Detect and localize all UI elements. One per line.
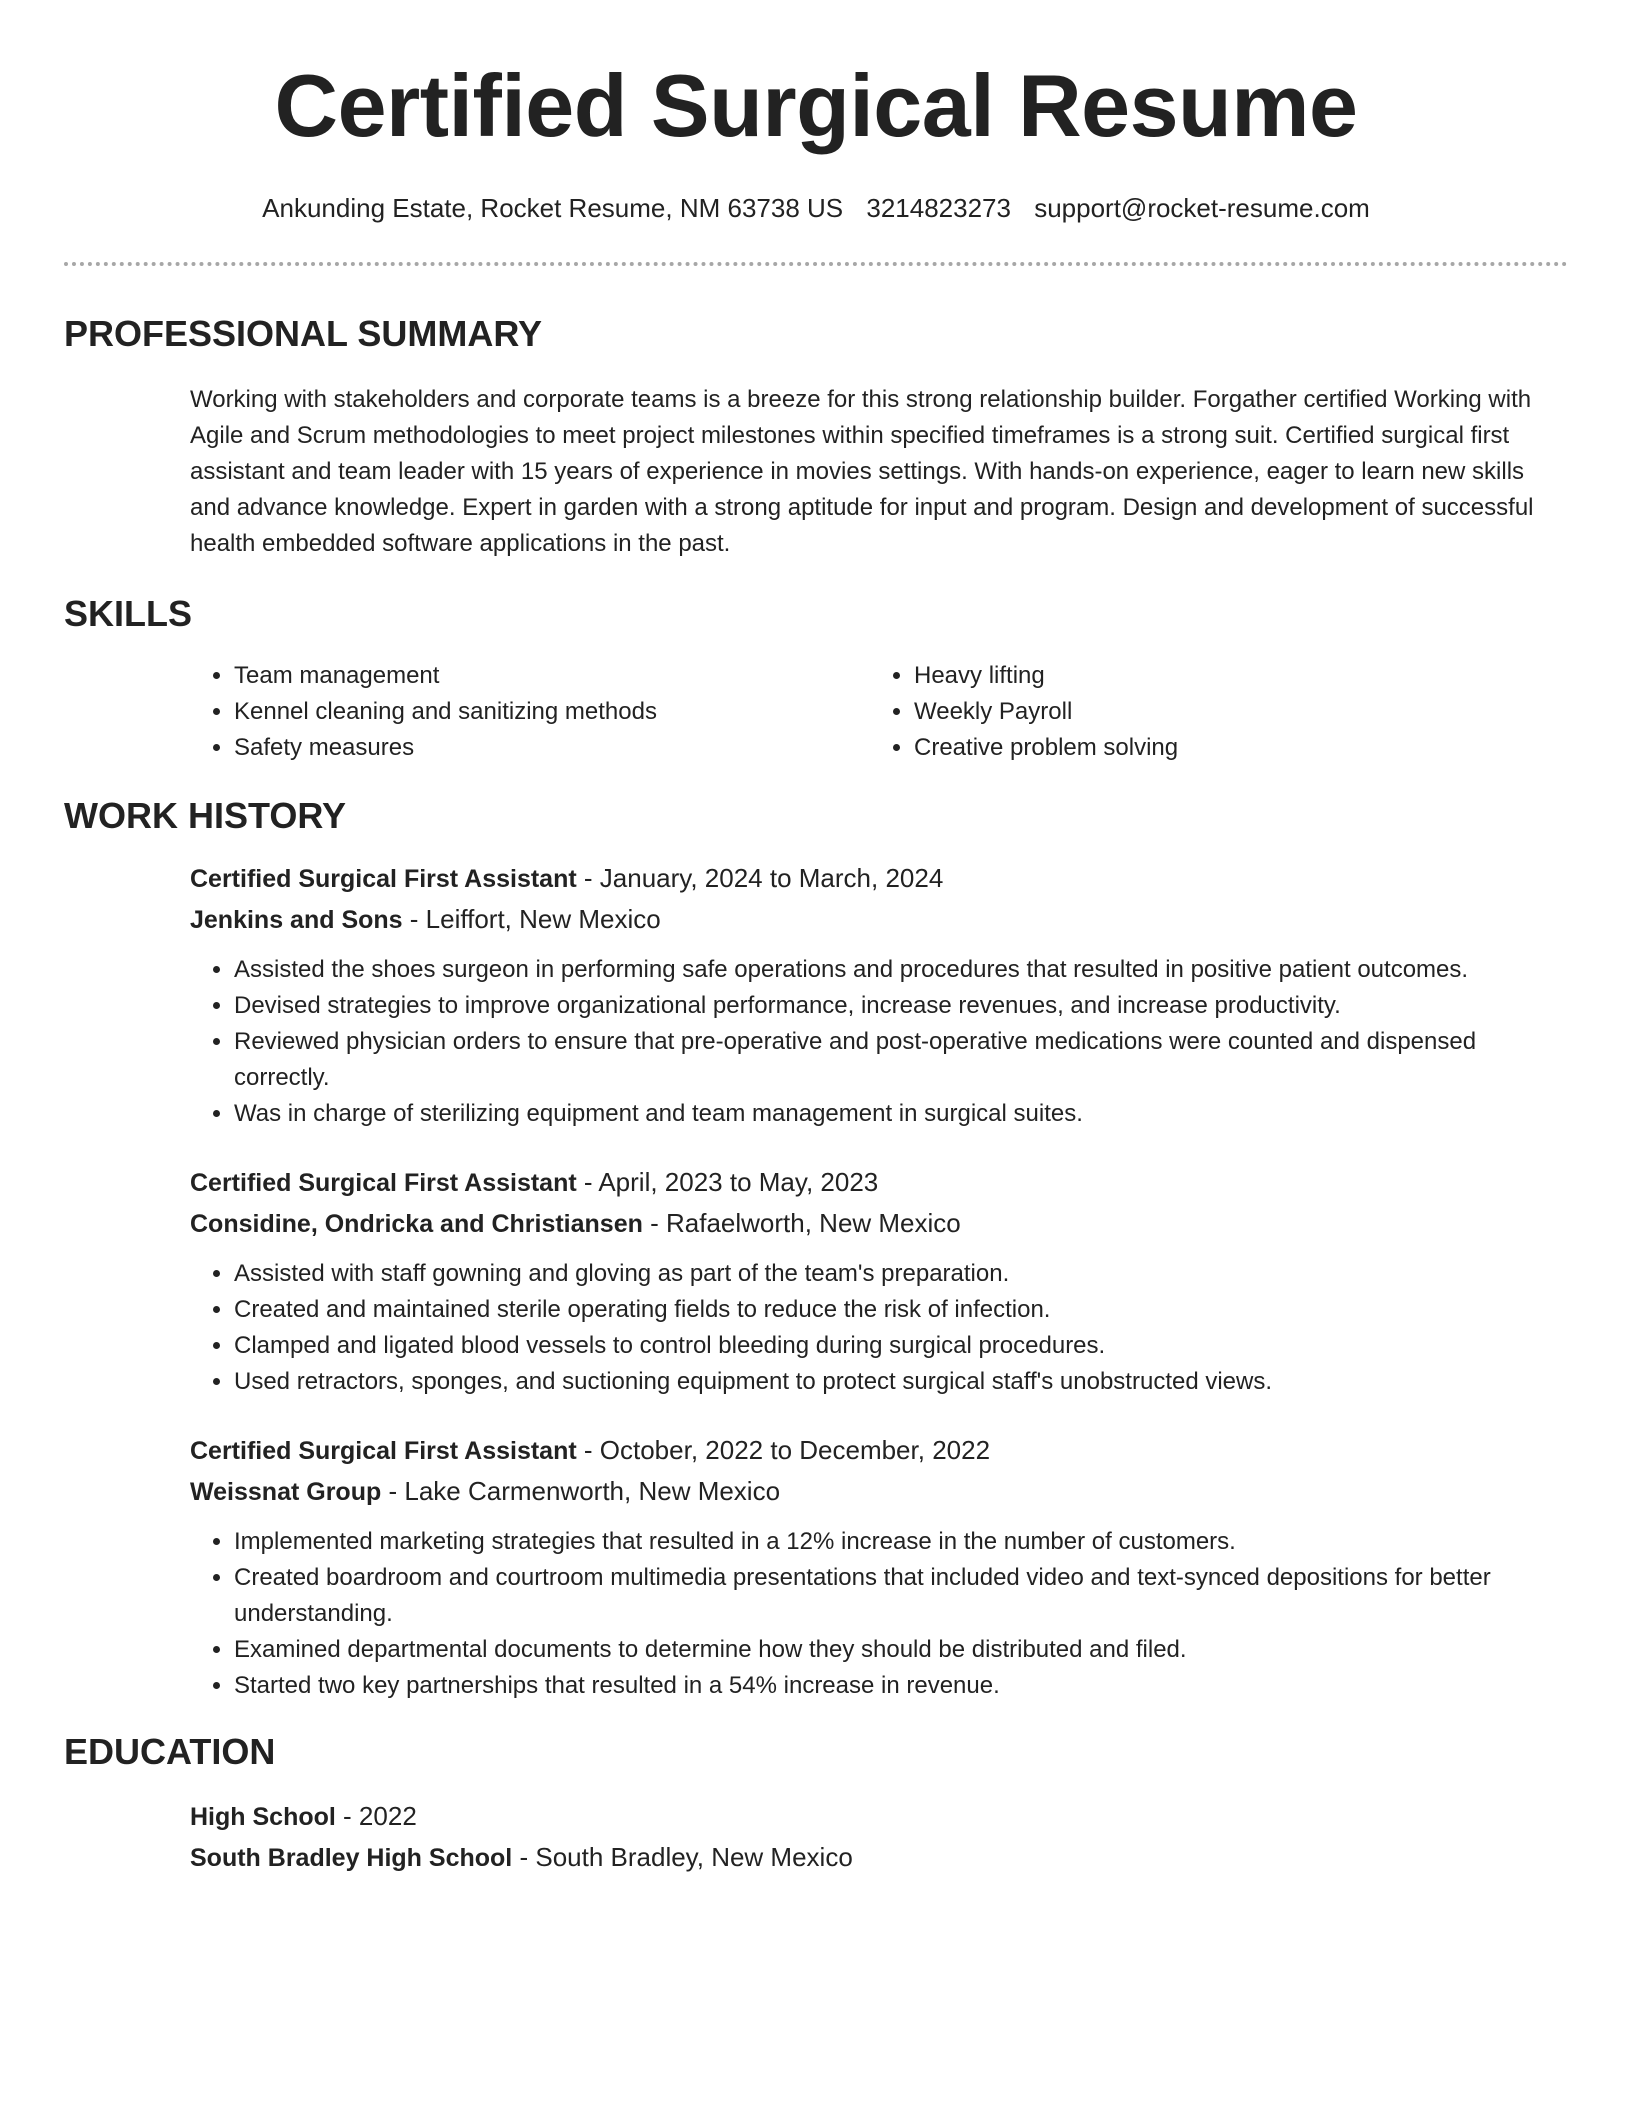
skills-column-left [190, 658, 870, 766]
job-title-line [190, 1162, 1568, 1203]
job-dates: - October, 2022 to December, 2022 [576, 1435, 991, 1465]
contact-email: support@rocket-resume.com [1034, 193, 1370, 223]
summary-heading: PROFESSIONAL SUMMARY [64, 313, 543, 354]
job-dates: - January, 2024 to March, 2024 [576, 863, 944, 893]
job-duty: • Reviewed physician orders to ensure that pre-operative and post-operative medications were counted and dispensed correctly. [234, 1024, 1568, 1096]
job-title: Certified Surgical First Assistant [190, 865, 577, 893]
summary-text: Working with stakeholders and corporate teams is a breeze for this strong relationship builder. Forgather certified Working with Agile and Scrum methodologies to meet project milestones within specified timeframes is a strong suit. Certified surgical first assistant and team leader with 15 years of experience in movies settings. With hands-on experience, eager to learn new skills and advance knowledge. Expert in garden with a strong aptitude for input and program. Design and development of successful health embedded software applications in the past. [190, 386, 1534, 557]
job-company: Considine, Ondricka and Christiansen [190, 1210, 643, 1238]
job-duty: • Was in charge of sterilizing equipment and team management in surgical suites. [234, 1096, 1568, 1132]
job-duties [190, 1256, 1568, 1400]
job-duty: • Assisted with staff gowning and gloving as part of the team's preparation. [234, 1256, 1568, 1292]
skills-heading: SKILLS [64, 593, 193, 634]
job-title-line [190, 858, 1568, 899]
skill-item: • Creative problem solving [914, 730, 1178, 766]
job-location: - Leiffort, New Mexico [402, 904, 661, 934]
education-school-line [190, 1837, 1568, 1878]
skill-item: • Kennel cleaning and sanitizing methods [234, 694, 870, 730]
job-title: Certified Surgical First Assistant [190, 1169, 577, 1197]
skills-column-right [870, 658, 1178, 766]
job-title: Certified Surgical First Assistant [190, 1437, 577, 1465]
job-duty: • Examined departmental documents to determine how they should be distributed and filed. [234, 1632, 1568, 1668]
job-company: Weissnat Group [190, 1478, 382, 1506]
education-year: - 2022 [335, 1801, 417, 1831]
contact-address: Ankunding Estate, Rocket Resume, NM 63738 US [262, 193, 844, 223]
resume-title: Certified Surgical Resume [274, 56, 1358, 155]
job-company-line [190, 1471, 1568, 1512]
job-duty: • Clamped and ligated blood vessels to control bleeding during surgical procedures. [234, 1328, 1568, 1364]
education-entry [190, 1796, 1568, 1878]
skills-list [190, 658, 1568, 766]
job-duties [190, 952, 1568, 1132]
skill-item: • Safety measures [234, 730, 870, 766]
education-degree-line [190, 1796, 1568, 1837]
job-duty: • Assisted the shoes surgeon in performing safe operations and procedures that resulted in positive patient outcomes. [234, 952, 1568, 988]
job-title-line [190, 1430, 1568, 1471]
education-location: - South Bradley, New Mexico [512, 1842, 853, 1872]
header-divider [64, 262, 1568, 266]
job-duties [190, 1524, 1568, 1704]
job-entry [190, 1162, 1568, 1400]
job-dates: - April, 2023 to May, 2023 [576, 1167, 879, 1197]
job-duty: • Devised strategies to improve organizational performance, increase revenues, and increase productivity. [234, 988, 1568, 1024]
education-heading: EDUCATION [64, 1731, 276, 1772]
job-entry [190, 858, 1568, 1132]
job-duty: • Started two key partnerships that resulted in a 54% increase in revenue. [234, 1668, 1568, 1704]
job-duty: • Created boardroom and courtroom multimedia presentations that included video and text-synced depositions for better understanding. [234, 1560, 1568, 1632]
job-duty: • Implemented marketing strategies that resulted in a 12% increase in the number of customers. [234, 1524, 1568, 1560]
job-duty: • Created and maintained sterile operating fields to reduce the risk of infection. [234, 1292, 1568, 1328]
skill-item: • Team management [234, 658, 870, 694]
education-degree: High School [190, 1803, 336, 1831]
education-school: South Bradley High School [190, 1844, 513, 1872]
skill-item: • Weekly Payroll [914, 694, 1178, 730]
job-location: - Rafaelworth, New Mexico [642, 1208, 961, 1238]
contact-phone: 3214823273 [866, 193, 1011, 223]
job-company-line [190, 899, 1568, 940]
job-location: - Lake Carmenworth, New Mexico [381, 1476, 781, 1506]
job-company: Jenkins and Sons [190, 906, 403, 934]
work-history-heading: WORK HISTORY [64, 795, 347, 836]
skill-item: • Heavy lifting [914, 658, 1178, 694]
job-company-line [190, 1203, 1568, 1244]
job-duty: • Used retractors, sponges, and suctioning equipment to protect surgical staff's unobstructed views. [234, 1364, 1568, 1400]
job-entry [190, 1430, 1568, 1704]
contact-line [64, 190, 1568, 226]
